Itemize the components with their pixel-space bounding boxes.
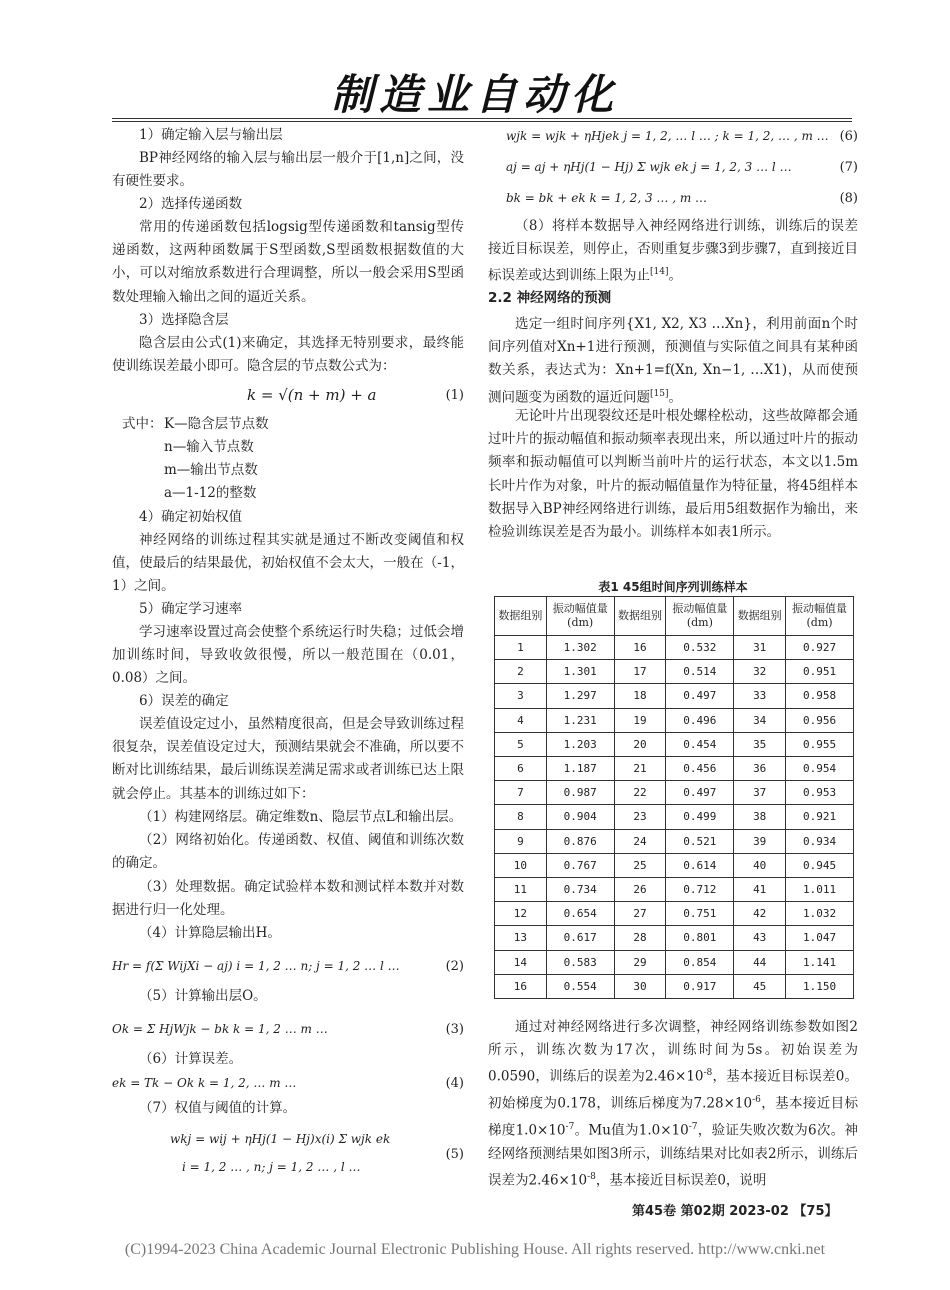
table-cell: 0.917 (666, 974, 734, 998)
equation-2-number: (2) (445, 959, 464, 974)
table-cell: 45 (734, 974, 786, 998)
equation-6: wjk = wjk + ηHjek j = 1, 2, … l … ; k = 1, 2, … , m … (506, 129, 829, 143)
table-cell: 1.011 (786, 878, 854, 902)
equation-8-number: (8) (839, 191, 858, 206)
table-cell: 38 (734, 805, 786, 829)
table-cell: 1.047 (786, 926, 854, 950)
issue-info: 第45卷 第02期 2023-02 【75】 (632, 1204, 838, 1219)
table-cell: 3 (495, 684, 547, 708)
table-row (495, 926, 854, 950)
table-header-cell: 数据组别 (734, 597, 786, 636)
paragraph: 误差值设定过小，虽然精度很高，但是会导致训练过程很复杂，误差值设定过大，预测结果就会不准确，所以要不断对比训练结果，最后训练误差满足需求或者训练已达上限就会停止。其基本的训练过如下： (112, 716, 464, 802)
table-header-row (495, 597, 854, 636)
table-cell: 0.499 (666, 805, 734, 829)
table-header-cell: 振动幅值量(dm) (666, 597, 734, 636)
paragraph-text: 选定一组时间序列{X1, X2, X3 …Xn}，利用前面n个时间序列值对Xn+1进行预测，预测值与实际值之间具有某种函数关系，表达式为：Xn+1=f(Xn, Xn−1, …X1)，从而使预测问题变为函数的逼近问题 (488, 316, 858, 406)
table-cell: 0.456 (666, 757, 734, 781)
table-cell: 0.953 (786, 781, 854, 805)
where-label: 式中： (122, 416, 163, 432)
table-cell: 0.927 (786, 636, 854, 660)
table-row (495, 660, 854, 684)
superscript: -7 (565, 1121, 575, 1132)
equation-1: k = √(n + m) + a (247, 386, 377, 404)
table-cell: 0.945 (786, 853, 854, 877)
paragraph-text: （8）将样本数据导入神经网络进行训练，训练后的误差接近目标误差，则停止，否则重复步骤3到步骤7，直到接近目标误差或达到训练上限为止 (488, 218, 858, 284)
table-cell: 43 (734, 926, 786, 950)
table-header-cell: 振动幅值量(dm) (546, 597, 614, 636)
paragraph: 隐含层由公式(1)来确定，其选择无特别要求，最终能使训练误差最小即可。隐含层的节点数公式为： (112, 335, 464, 375)
training-sample-table (494, 596, 854, 999)
step-learning-rate-heading: 5）确定学习速率 (139, 601, 243, 617)
equation-6-number: (6) (839, 129, 858, 144)
section-heading: 2.2 神经网络的预测 (488, 290, 612, 306)
paragraph-text: 通过对神经网络进行多次调整，神经网络训练参数如图2所示，训练次数为17次，训练时间为5s。初始误差为0.0590，训练后的误差为2.46×10 (488, 1019, 858, 1085)
step-input-output-heading: 1）确定输入层与输出层 (139, 127, 283, 143)
table-row (495, 829, 854, 853)
table-header-cell: 数据组别 (495, 597, 547, 636)
table-cell: 0.654 (546, 902, 614, 926)
table-cell: 0.956 (786, 708, 854, 732)
where-item: K—隐含层节点数 (164, 416, 269, 432)
table-row (495, 878, 854, 902)
equation-4: ek = Tk − Ok k = 1, 2, … m … (112, 1076, 297, 1090)
table-cell: 0.954 (786, 757, 854, 781)
training-step: （6）计算误差。 (139, 1051, 243, 1067)
table-cell: 17 (614, 660, 666, 684)
equation-5-number: (5) (445, 1147, 464, 1162)
table-cell: 0.987 (546, 781, 614, 805)
table-cell: 0.934 (786, 829, 854, 853)
table-header-cell: 振动幅值量(dm) (786, 597, 854, 636)
table-cell: 22 (614, 781, 666, 805)
table-cell: 0.767 (546, 853, 614, 877)
table-cell: 1 (495, 636, 547, 660)
superscript: -8 (703, 1068, 713, 1079)
table-cell: 0.751 (666, 902, 734, 926)
step-initial-weights-heading: 4）确定初始权值 (139, 509, 243, 525)
where-item: a—1-12的整数 (164, 485, 257, 501)
where-item: m—输出节点数 (164, 462, 258, 478)
paragraph: 无论叶片出现裂纹还是叶根处螺栓松动，这些故障都会通过叶片的振动幅值和振动频率表现出来，所以通过叶片的振动频率和振动幅值可以判断当前叶片的运行状态，本文以1.5m长叶片作为对象，叶片的振动幅值量作为特征量，将45组样本数据导入BP神经网络进行训练，最后用5组数据作为输出，来检验训练误差是否为最小。训练样本如表1所示。 (488, 408, 858, 541)
table-row (495, 684, 854, 708)
step-error-heading: 6）误差的确定 (139, 693, 229, 709)
table-row (495, 757, 854, 781)
table-cell: 42 (734, 902, 786, 926)
table-cell: 0.904 (546, 805, 614, 829)
table-cell: 26 (614, 878, 666, 902)
table-cell: 0.497 (666, 684, 734, 708)
table-cell: 0.554 (546, 974, 614, 998)
table-cell: 24 (614, 829, 666, 853)
paragraph (488, 1016, 858, 1192)
table-cell: 11 (495, 878, 547, 902)
step-hidden-layer-heading: 3）选择隐含层 (139, 312, 229, 328)
table-cell: 16 (614, 636, 666, 660)
paragraph-text: 。 (668, 389, 682, 406)
equation-8: bk = bk + ek k = 1, 2, 3 … , m … (506, 191, 708, 205)
table-cell: 8 (495, 805, 547, 829)
paragraph (488, 313, 858, 409)
table-cell: 20 (614, 732, 666, 756)
table-cell: 0.496 (666, 708, 734, 732)
step-transfer-function-heading: 2）选择传递函数 (139, 196, 243, 212)
table-cell: 16 (495, 974, 547, 998)
table-cell: 0.497 (666, 781, 734, 805)
paragraph-text: ，基本接近目标误差0。初始梯度为0.178，训练后梯度为7.28×10 (488, 1068, 858, 1112)
paragraph: 学习速率设置过高会使整个系统运行时失稳；过低会增加训练时间，导致收敛很慢，所以一般范围在（0.01，0.08）之间。 (112, 624, 464, 687)
training-step: （2）网络初始化。传递函数、权值、阈值和训练次数的确定。 (112, 832, 464, 872)
where-item: n—输入节点数 (164, 439, 254, 455)
table-cell: 1.231 (546, 708, 614, 732)
table-cell: 0.712 (666, 878, 734, 902)
table-cell: 1.301 (546, 660, 614, 684)
table-cell: 10 (495, 853, 547, 877)
table-cell: 0.514 (666, 660, 734, 684)
table-row (495, 732, 854, 756)
journal-title: 制造业自动化 (330, 70, 619, 119)
header-rule-bottom (112, 121, 852, 122)
header-rule-top (112, 118, 852, 119)
table-row (495, 902, 854, 926)
table-row (495, 805, 854, 829)
table-cell: 39 (734, 829, 786, 853)
equation-5-line-1: wkj = wij + ηHj(1 − Hj)x(i) Σ wjk ek (170, 1132, 391, 1146)
table-cell: 0.614 (666, 853, 734, 877)
table-cell: 31 (734, 636, 786, 660)
table-cell: 1.032 (786, 902, 854, 926)
paragraph-text: ，基本接近目标梯度1.0×10 (488, 1095, 859, 1139)
training-step: （1）构建网络层。确定维数n、隐层节点L和输出层。 (139, 809, 463, 825)
table-cell: 33 (734, 684, 786, 708)
table-cell: 28 (614, 926, 666, 950)
citation: [14] (650, 267, 669, 278)
equation-5-line-2: i = 1, 2 … , n; j = 1, 2 … , l … (182, 1160, 361, 1174)
table-header-cell: 数据组别 (614, 597, 666, 636)
copyright-notice: (C)1994-2023 China Academic Journal Electronic Publishing House. All rights reserved. http://www.cnki.net (124, 1241, 826, 1258)
table-cell: 1.150 (786, 974, 854, 998)
table-cell: 0.854 (666, 950, 734, 974)
paragraph: BP神经网络的输入层与输出层一般介于[1,n]之间，没有硬性要求。 (112, 150, 464, 190)
table-cell: 32 (734, 660, 786, 684)
paragraph: 神经网络的训练过程其实就是通过不断改变阈值和权值，使最后的结果最优，初始权值不会太大，一般在（-1，1）之间。 (112, 532, 464, 595)
table-cell: 40 (734, 853, 786, 877)
equation-7-number: (7) (839, 160, 858, 175)
superscript: -8 (587, 1171, 596, 1182)
table-row (495, 853, 854, 877)
equation-3-number: (3) (445, 1022, 464, 1037)
table-cell: 12 (495, 902, 547, 926)
training-step: （4）计算隐层输出H。 (139, 925, 281, 941)
table-cell: 1.141 (786, 950, 854, 974)
equation-2: Hr = f(Σ WijXi − aj) i = 1, 2 … n; j = 1, 2 … l … (112, 959, 400, 973)
table-cell: 0.734 (546, 878, 614, 902)
table-cell: 35 (734, 732, 786, 756)
table-cell: 6 (495, 757, 547, 781)
table-cell: 0.454 (666, 732, 734, 756)
training-step: （7）权值与阈值的计算。 (139, 1100, 297, 1116)
table-cell: 9 (495, 829, 547, 853)
table-cell: 4 (495, 708, 547, 732)
table-cell: 1.203 (546, 732, 614, 756)
table-cell: 0.532 (666, 636, 734, 660)
table-cell: 0.921 (786, 805, 854, 829)
paragraph-text: ，基本接近目标误差0，说明 (595, 1172, 767, 1189)
table-cell: 36 (734, 757, 786, 781)
paragraph (488, 215, 858, 288)
equation-3: Ok = Σ HjWjk − bk k = 1, 2 … m … (112, 1022, 328, 1036)
table-cell: 37 (734, 781, 786, 805)
paragraph-text: ，验证失败次数为6次。神经网络预测结果如图3所示，训练结果对比如表2所示，训练后误差为2.46×10 (488, 1122, 858, 1189)
table-cell: 41 (734, 878, 786, 902)
table-cell: 0.583 (546, 950, 614, 974)
table-row (495, 708, 854, 732)
table-cell: 7 (495, 781, 547, 805)
table-cell: 1.297 (546, 684, 614, 708)
table-title: 表1 45组时间序列训练样本 (598, 580, 748, 594)
table-cell: 0.955 (786, 732, 854, 756)
table-cell: 34 (734, 708, 786, 732)
table-cell: 1.187 (546, 757, 614, 781)
equation-7: aj = aj + ηHj(1 − Hj) Σ wjk ek j = 1, 2, 3 … l … (506, 160, 792, 174)
citation: [15] (650, 388, 669, 399)
table-cell: 25 (614, 853, 666, 877)
table-cell: 19 (614, 708, 666, 732)
equation-1-number: (1) (445, 388, 464, 403)
table-cell: 21 (614, 757, 666, 781)
table-row (495, 974, 854, 998)
table-cell: 5 (495, 732, 547, 756)
table-cell: 0.958 (786, 684, 854, 708)
table-cell: 0.951 (786, 660, 854, 684)
table-cell: 29 (614, 950, 666, 974)
superscript: -6 (752, 1095, 761, 1106)
table-cell: 1.302 (546, 636, 614, 660)
paragraph-text: 。Mu值为1.0×10 (574, 1122, 689, 1139)
table-row (495, 781, 854, 805)
table-cell: 44 (734, 950, 786, 974)
table-cell: 27 (614, 902, 666, 926)
table-cell: 0.521 (666, 829, 734, 853)
table-row (495, 950, 854, 974)
training-step: （3）处理数据。确定试验样本数和测试样本数并对数据进行归一化处理。 (112, 879, 464, 919)
table-row (495, 636, 854, 660)
table-cell: 13 (495, 926, 547, 950)
paragraph-text: 。 (668, 267, 682, 284)
table-cell: 0.876 (546, 829, 614, 853)
table-cell: 0.617 (546, 926, 614, 950)
equation-4-number: (4) (445, 1076, 464, 1091)
table-cell: 18 (614, 684, 666, 708)
table-body (495, 636, 854, 999)
training-step: （5）计算输出层O。 (139, 988, 267, 1004)
table-cell: 30 (614, 974, 666, 998)
table-cell: 0.801 (666, 926, 734, 950)
superscript: -7 (688, 1121, 698, 1132)
paragraph: 常用的传递函数包括logsig型传递函数和tansig型传递函数，这两种函数属于S型函数,S型函数根据数值的大小，可以对缩放系数进行合理调整，所以一般会采用S型函数处理输入输出之间的逼近关系。 (112, 219, 464, 305)
table-cell: 23 (614, 805, 666, 829)
table-cell: 2 (495, 660, 547, 684)
table-cell: 14 (495, 950, 547, 974)
